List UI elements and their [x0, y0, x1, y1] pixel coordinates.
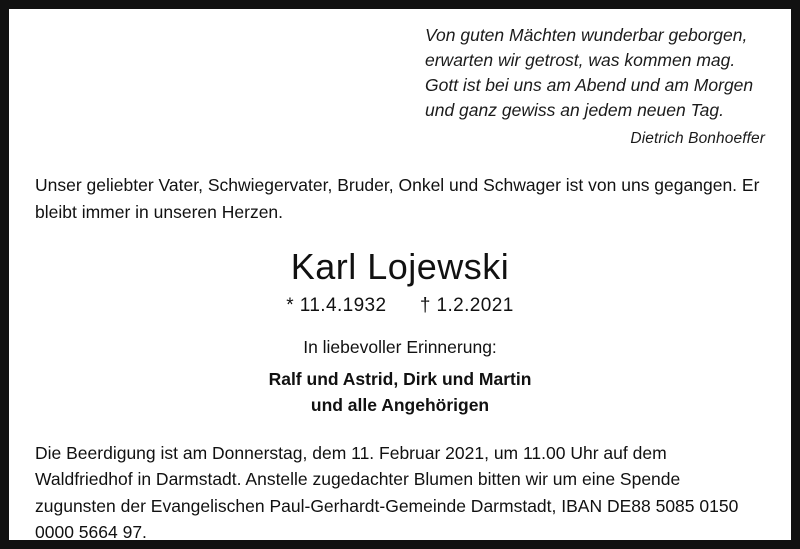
- family-line-1: Ralf und Astrid, Dirk und Martin: [268, 369, 532, 390]
- birth-date: * 11.4.1932: [286, 295, 387, 317]
- memory-heading: In liebevoller Erinnerung:: [303, 337, 497, 358]
- life-dates: [35, 295, 765, 317]
- poem-block: [425, 23, 765, 150]
- death-date: † 1.2.2021: [419, 295, 514, 317]
- poem-line-1: Von guten Mächten wunderbar geborgen,: [425, 25, 748, 45]
- poem-line-2: erwarten wir getrost, was kommen mag.: [425, 49, 736, 70]
- poem-author: Dietrich Bonhoeffer: [630, 130, 765, 148]
- deceased-name: Karl Lojewski: [290, 245, 510, 287]
- funeral-details: Die Beerdigung ist am Donnerstag, dem 11. Februar 2021, um 11.00 Uhr auf dem Waldfriedhof in Darmstadt. Anstelle zugedachter Blumen bitten wir um eine Spende zugunsten der Evangelischen Paul-Gerhardt-Gemeinde Darmstadt, IBAN DE88 5085 0150 0000 5664 97.: [35, 443, 739, 542]
- intro-text: Unser geliebter Vater, Schwiegervater, Bruder, Onkel und Schwager ist von uns gegangen. Er bleibt immer in unseren Herzen.: [35, 175, 760, 222]
- family-block: [35, 367, 765, 418]
- poem-line-3: Gott ist bei uns am Abend und am Morgen: [425, 74, 754, 95]
- family-line-2: und alle Angehörigen: [310, 394, 490, 415]
- poem-line-4: und ganz gewiss an jedem neuen Tag.: [425, 99, 725, 120]
